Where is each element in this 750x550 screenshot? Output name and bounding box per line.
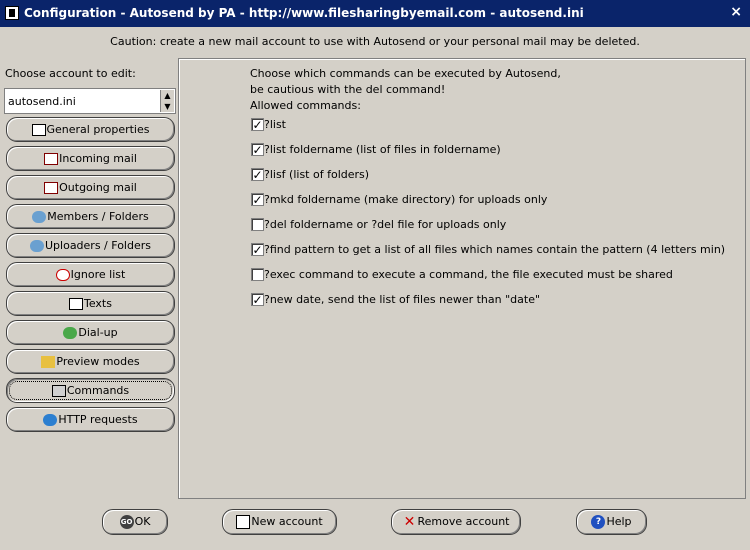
nav-preview-modes-button[interactable] — [6, 349, 175, 374]
nav-members-folders-button[interactable] — [6, 204, 175, 229]
nav-outgoing-mail-button[interactable] — [6, 175, 175, 200]
text-document-icon — [69, 298, 83, 310]
nav-incoming-mail-button[interactable] — [6, 146, 175, 171]
remove-x-icon: ✕ — [403, 514, 416, 530]
checkbox[interactable]: ✓ — [252, 243, 263, 257]
nav-dialup-button[interactable] — [6, 320, 175, 345]
help-label: Help — [606, 515, 632, 528]
checkbox[interactable] — [251, 218, 264, 231]
members-icon — [32, 211, 46, 223]
app-icon — [5, 6, 19, 20]
command-label: ?find pattern to get a list of all files which names contain the pattern (4 letters min) — [264, 243, 726, 256]
nav-http-requests-button[interactable] — [6, 407, 175, 432]
commands-intro — [250, 66, 561, 114]
globe-icon — [43, 414, 57, 426]
command-label: ?lisf (list of folders) — [264, 168, 370, 181]
title-bar — [0, 0, 750, 27]
nav-label: Preview modes — [56, 355, 140, 368]
uploaders-icon — [30, 240, 44, 252]
preview-icon — [41, 356, 55, 368]
commands-icon — [52, 385, 66, 397]
command-label: ?list — [264, 118, 286, 131]
nav-label: Commands — [66, 384, 130, 397]
nav-label: Ignore list — [70, 268, 126, 281]
nav-general-properties-button[interactable] — [6, 117, 175, 142]
intro-line-1: Choose which commands can be executed by Autosend, — [250, 67, 561, 80]
nav-label: Dial-up — [78, 326, 118, 339]
account-select-value: autosend.ini — [8, 95, 76, 108]
nav-label: Members / Folders — [47, 210, 149, 223]
command-label: ?new date, send the list of files newer than "date" — [264, 293, 541, 306]
command-label: ?list foldername (list of files in foldername) — [264, 143, 501, 156]
command-label: ?mkd foldername (make directory) for uploads only — [264, 193, 548, 206]
nav-label: HTTP requests — [58, 413, 138, 426]
remove-account-label: Remove account — [417, 515, 510, 528]
nav-ignore-list-button[interactable] — [6, 262, 175, 287]
window-title: Configuration - Autosend by PA - http://www.filesharingbyemail.com - autosend.ini — [24, 6, 584, 20]
help-icon: ? — [591, 515, 605, 529]
checkbox[interactable]: ✓ — [252, 293, 263, 307]
nav-label: Outgoing mail — [59, 181, 137, 194]
command-label: ?exec command to execute a command, the file executed must be shared — [264, 268, 673, 281]
nav-label: Incoming mail — [59, 152, 137, 165]
ok-label: OK — [134, 515, 151, 528]
new-account-label: New account — [251, 515, 323, 528]
checkbox[interactable]: ✓ — [252, 193, 263, 207]
dialup-icon — [63, 327, 77, 339]
account-label: Choose account to edit: — [5, 67, 136, 80]
checkbox[interactable] — [251, 268, 264, 281]
ignore-icon — [56, 269, 70, 281]
nav-uploaders-folders-button[interactable] — [6, 233, 175, 258]
nav-label: General properties — [46, 123, 150, 136]
checkbox[interactable]: ✓ — [252, 118, 263, 132]
incoming-mail-icon — [44, 153, 58, 165]
close-icon[interactable]: × — [730, 4, 742, 20]
checkbox[interactable]: ✓ — [252, 168, 263, 182]
outgoing-mail-icon — [44, 182, 58, 194]
nav-texts-button[interactable] — [6, 291, 175, 316]
nav-label: Uploaders / Folders — [45, 239, 151, 252]
caution-text: Caution: create a new mail account to use with Autosend or your personal mail may be deleted. — [110, 35, 640, 48]
intro-line-2: be cautious with the del command! — [250, 83, 446, 96]
checkbox[interactable]: ✓ — [252, 143, 263, 157]
nav-label: Texts — [84, 297, 112, 310]
ok-button[interactable] — [102, 509, 168, 535]
go-icon: GO — [120, 515, 134, 529]
allowed-commands-label: Allowed commands: — [250, 99, 361, 112]
command-label: ?del foldername or ?del file for uploads only — [264, 218, 507, 231]
new-document-icon — [236, 515, 250, 529]
id-card-icon — [32, 124, 46, 136]
help-button[interactable] — [576, 509, 647, 535]
account-select[interactable] — [4, 88, 176, 114]
spinner-arrows-icon[interactable]: ▲ ▼ — [160, 90, 174, 112]
new-account-button[interactable] — [222, 509, 337, 535]
nav-commands-button[interactable] — [6, 378, 175, 403]
remove-account-button[interactable] — [391, 509, 521, 535]
